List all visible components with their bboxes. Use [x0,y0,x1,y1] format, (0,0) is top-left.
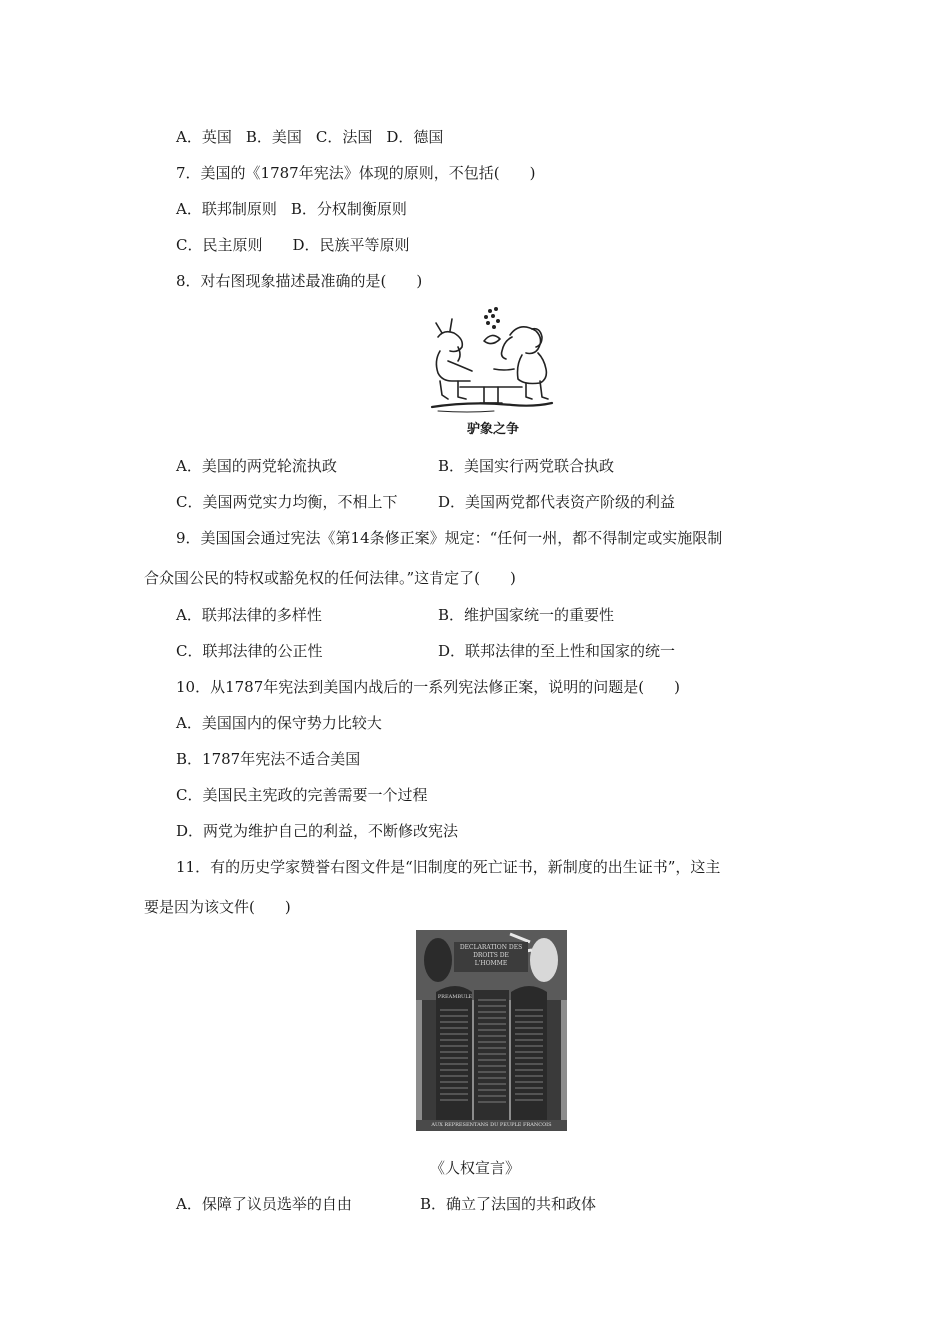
q10-option-c: C．美国民主宪政的完善需要一个过程 [176,786,428,804]
poster-footer: AUX REPRESENTANS DU PEUPLE FRANCOIS [431,1122,552,1128]
q6-option-a: A．英国 [176,128,232,146]
q8-option-b: B．美国实行两党联合执政 [438,457,615,475]
q11-stem-line1: 11．有的历史学家赞誉右图文件是“旧制度的死亡证书，新制度的出生证书”，这主 [176,858,721,876]
q6-option-b: B．美国 [245,128,302,146]
q9-stem-line2: 合众国公民的特权或豁免权的任何法律。”这肯定了( ) [144,569,516,587]
q8-option-c: C．美国两党实力均衡，不相上下 [176,493,398,511]
q9-option-c: C．联邦法律的公正性 [176,642,323,660]
q9-option-a: A．联邦法律的多样性 [176,606,322,624]
q9-option-d: D．联邦法律的至上性和国家的统一 [438,642,676,660]
q10-option-b: B．1787年宪法不适合美国 [176,750,361,768]
q11-stem-line2: 要是因为该文件( ) [144,898,291,916]
q11-option-a: A．保障了议员选举的自由 [176,1195,352,1213]
q7-option-c: C．民主原则 [176,236,263,254]
q7-option-a: A．联邦制原则 [176,200,277,218]
declaration-of-rights-poster [416,930,567,1131]
q9-option-b: B．维护国家统一的重要性 [438,606,615,624]
q11-figure-caption: 《人权宣言》 [429,1159,520,1177]
q8-figure-caption: 驴象之争 [466,422,519,437]
q6-options [176,127,443,147]
donkey-elephant-cartoon [428,303,556,419]
poster-preamble: PREAMBULE [437,994,473,1000]
q8-option-a: A．美国的两党轮流执政 [176,457,337,475]
q7-options-row1 [176,199,407,219]
q6-option-d: D．德国 [386,128,444,146]
q8-stem: 8．对右图现象描述最准确的是( ) [176,272,423,290]
q7-option-d: D．民族平等原则 [292,236,410,254]
cartoon-drawing [428,303,556,419]
q11-option-b: B．确立了法国的共和政体 [420,1195,597,1213]
q6-option-c: C．法国 [315,128,373,146]
q10-option-d: D．两党为维护自己的利益，不断修改宪法 [176,822,459,840]
q10-option-a: A．美国国内的保守势力比较大 [176,714,382,732]
q8-option-d: D．美国两党都代表资产阶级的利益 [438,493,676,511]
q9-stem-line1: 9．美国国会通过宪法《第14条修正案》规定：“任何一州，都不得制定或实施限制 [176,529,723,547]
q7-option-b: B．分权制衡原则 [290,200,407,218]
q7-stem: 7．美国的《1787年宪法》体现的原则，不包括( ) [176,164,536,182]
poster-title: DECLARATION DES DROITS DE L'HOMME [459,944,523,967]
q7-options-row2 [176,235,410,255]
q10-stem: 10．从1787年宪法到美国内战后的一系列宪法修正案，说明的问题是( ) [176,678,680,696]
